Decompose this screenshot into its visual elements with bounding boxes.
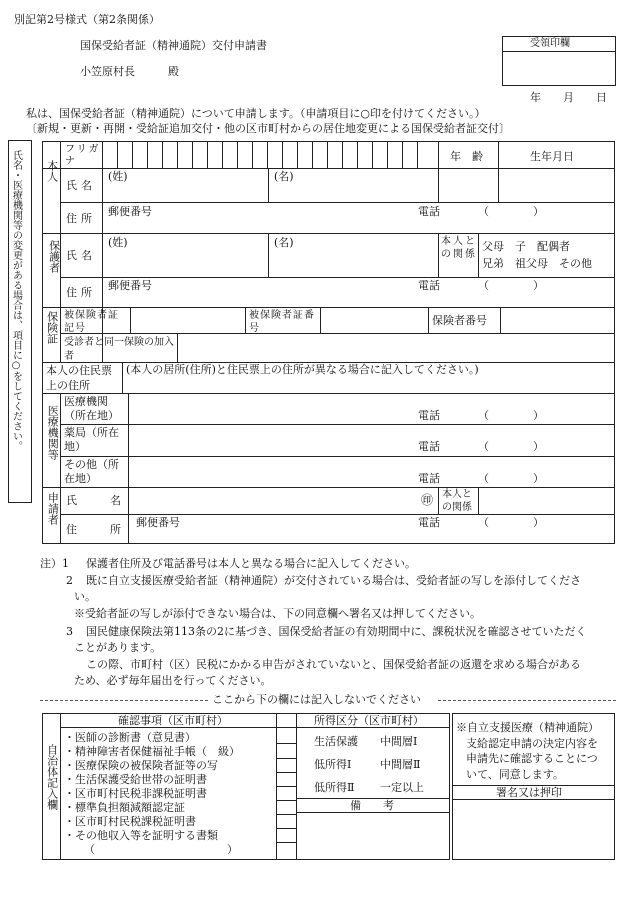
guardian-surname-label: (姓) xyxy=(108,236,128,249)
insured-card-symbol-label: 被保険者証記号 xyxy=(64,310,119,334)
confirm-item[interactable]: ・その他収入等を証明する書類 xyxy=(64,829,218,842)
self-name-label: 氏名 xyxy=(66,179,96,192)
self-address-label: 住所 xyxy=(66,212,96,225)
note-2-line-3: ※受給者証の写しが添付できない場合は、下の同意欄へ署名又は押してください。 xyxy=(74,607,481,620)
confirm-item[interactable]: （ ） xyxy=(84,843,238,856)
note-2-line-2: い。 xyxy=(74,590,96,603)
addressee: 小笠原村長 殿 xyxy=(80,65,179,78)
intro-line-2: 〔新規・更新・再開・受給証追加交付・他の区市町村からの居住地変更による国保受給者証交付〕 xyxy=(26,122,510,135)
note-2-line-1: 既に自立支援医療受給者証（精神通院）が交付されている場合は、受給者証の写しを添付してくださ xyxy=(86,574,581,587)
guardian-phone-field[interactable]: （ ） xyxy=(478,279,544,292)
self-phone-label: 電話 xyxy=(418,205,440,218)
other-facility-label: その他（所在地） xyxy=(64,458,119,486)
applicant-phone-label: 電話 xyxy=(418,516,440,529)
guardian-relation-options-2[interactable]: 兄弟 祖父母 その他 xyxy=(482,257,592,270)
resident-address-label: 本人の住民票上の住所 xyxy=(46,364,112,392)
consent-line-3: 申請先に確認することにつ xyxy=(466,752,598,765)
consent-line-4: いて、同意します。 xyxy=(466,768,564,781)
note-1: 保護者住所及び電話番号は本人と異なる場合に記入してください。 xyxy=(86,557,416,570)
section-applicant: 申請者 xyxy=(46,492,60,525)
self-postal-label: 郵便番号 xyxy=(108,205,152,218)
confirm-item[interactable]: ・区市町村民税非課税証明書 xyxy=(64,787,207,800)
income-option[interactable]: 低所得Ⅰ xyxy=(314,758,352,771)
furigana-label: フリガナ xyxy=(65,144,101,167)
guardian-given-name-label: (名) xyxy=(274,236,294,249)
guardian-relation-label: 本人との関係 xyxy=(441,236,477,260)
note-3-line-2: ことがあります。 xyxy=(74,641,162,654)
income-option[interactable]: 中間層Ⅱ xyxy=(380,758,421,771)
guardian-phone-label: 電話 xyxy=(418,279,440,292)
application-date[interactable]: 年 月 日 xyxy=(530,91,607,104)
same-insurance-label: 受診者と同一保険の加入者 xyxy=(64,337,174,362)
confirm-item[interactable]: ・医療保険の被保険者証等の写 xyxy=(64,759,218,772)
applicant-relation-label: 本人との関係 xyxy=(442,489,472,513)
self-given-name-label: (名) xyxy=(274,170,294,183)
confirm-item[interactable]: ・区市町村民税課税証明書 xyxy=(64,815,196,828)
form-number: 別記第2号様式（第2条関係） xyxy=(14,13,160,26)
income-header: 所得区分（区市町村） xyxy=(314,714,424,727)
hospital-label: 医療機関（所在地） xyxy=(64,395,119,423)
income-option[interactable]: 中間層Ⅰ xyxy=(380,735,418,748)
divider-text: ここから下の欄には記入しないでください xyxy=(212,693,421,706)
remarks-header: 備 考 xyxy=(350,799,394,812)
hospital-phone-label: 電話 xyxy=(418,409,440,422)
consent-line-2: 支給認定申請の決定内容を xyxy=(466,737,598,750)
intro-line-1: 私は、国保受給者証（精神通院）について申請します。（申請項目に○印を付けてください。） xyxy=(26,107,486,120)
applicant-postal-label: 郵便番号 xyxy=(136,516,180,529)
other-phone-label: 電話 xyxy=(418,472,440,485)
pharmacy-phone-field[interactable]: （ ） xyxy=(478,440,544,453)
guardian-name-label: 氏名 xyxy=(66,249,96,262)
confirm-header: 確認事項（区市町村） xyxy=(118,714,228,727)
self-phone-field[interactable]: （ ） xyxy=(478,205,544,218)
note-3-line-4: ため、必ず毎年届出を行ってください。 xyxy=(74,674,272,687)
seal-mark: ㊞ xyxy=(421,493,434,507)
confirm-item[interactable]: ・生活保護受給世帯の証明書 xyxy=(64,773,207,786)
note-prefix: 注）1 xyxy=(40,557,69,570)
section-self: 本人 xyxy=(45,160,59,182)
income-option[interactable]: 生活保護 xyxy=(314,735,358,748)
section-guardian: 保護者 xyxy=(47,240,61,273)
self-surname-label: (姓) xyxy=(108,170,128,183)
resident-address-note: (本人の居所(住所)と住民票上の住所が異なる場合に記入してください。) xyxy=(126,363,479,376)
confirm-item[interactable]: ・精神障害者保健福祉手帳（ 級） xyxy=(64,745,240,758)
applicant-phone-field[interactable]: （ ） xyxy=(478,516,544,529)
note-3-line-1: 国民健康保険法第113条の2に基づき、国保受給者証の有効期間中に、課税状況を確認させていただく xyxy=(86,625,587,638)
note-3-number: 3 xyxy=(66,625,73,638)
side-note: 氏名・医療機関等の変更がある場合は、項目に○をしてください。 xyxy=(10,150,22,451)
confirm-item[interactable]: ・標準負担額減額認定証 xyxy=(64,801,185,814)
consent-sign-label: 署名又は押印 xyxy=(496,786,562,799)
income-option[interactable]: 低所得Ⅱ xyxy=(314,781,355,794)
pharmacy-phone-label: 電話 xyxy=(418,440,440,453)
income-option[interactable]: 一定以上 xyxy=(380,781,424,794)
note-2-number: 2 xyxy=(66,574,73,587)
birth-date-label: 生年月日 xyxy=(530,150,574,163)
local-gov-section: 自治体記入欄 xyxy=(45,744,59,810)
other-phone-field[interactable]: （ ） xyxy=(478,472,544,485)
guardian-relation-options-1[interactable]: 父母 子 配偶者 xyxy=(482,240,570,253)
applicant-address-label: 住 所 xyxy=(66,523,121,536)
guardian-address-label: 住所 xyxy=(66,286,96,299)
confirm-item[interactable]: ・医師の診断書（意見書） xyxy=(64,731,196,744)
section-medical: 医療機関等 xyxy=(46,405,60,460)
guardian-postal-label: 郵便番号 xyxy=(108,279,152,292)
hospital-phone-field[interactable]: （ ） xyxy=(478,409,544,422)
age-label: 年 齢 xyxy=(450,150,483,163)
applicant-name-label: 氏 名 xyxy=(66,494,121,507)
pharmacy-label: 薬局（所在地） xyxy=(64,426,119,454)
receipt-stamp-label: 受領印欄 xyxy=(530,38,570,49)
form-title: 国保受給者証（精神通院）交付申請書 xyxy=(80,39,267,52)
insured-card-number-label: 被保険者証番号 xyxy=(249,310,315,334)
consent-line-1: ※自立支援医療（精神通院） xyxy=(456,721,599,734)
insurer-number-label: 保険者番号 xyxy=(432,314,487,327)
section-insurance: 保険証 xyxy=(45,311,59,344)
note-3-line-3: この際、市町村（区）民税にかかる申告がされていないと、国保受給者証の返還を求める場合がある xyxy=(86,658,581,671)
